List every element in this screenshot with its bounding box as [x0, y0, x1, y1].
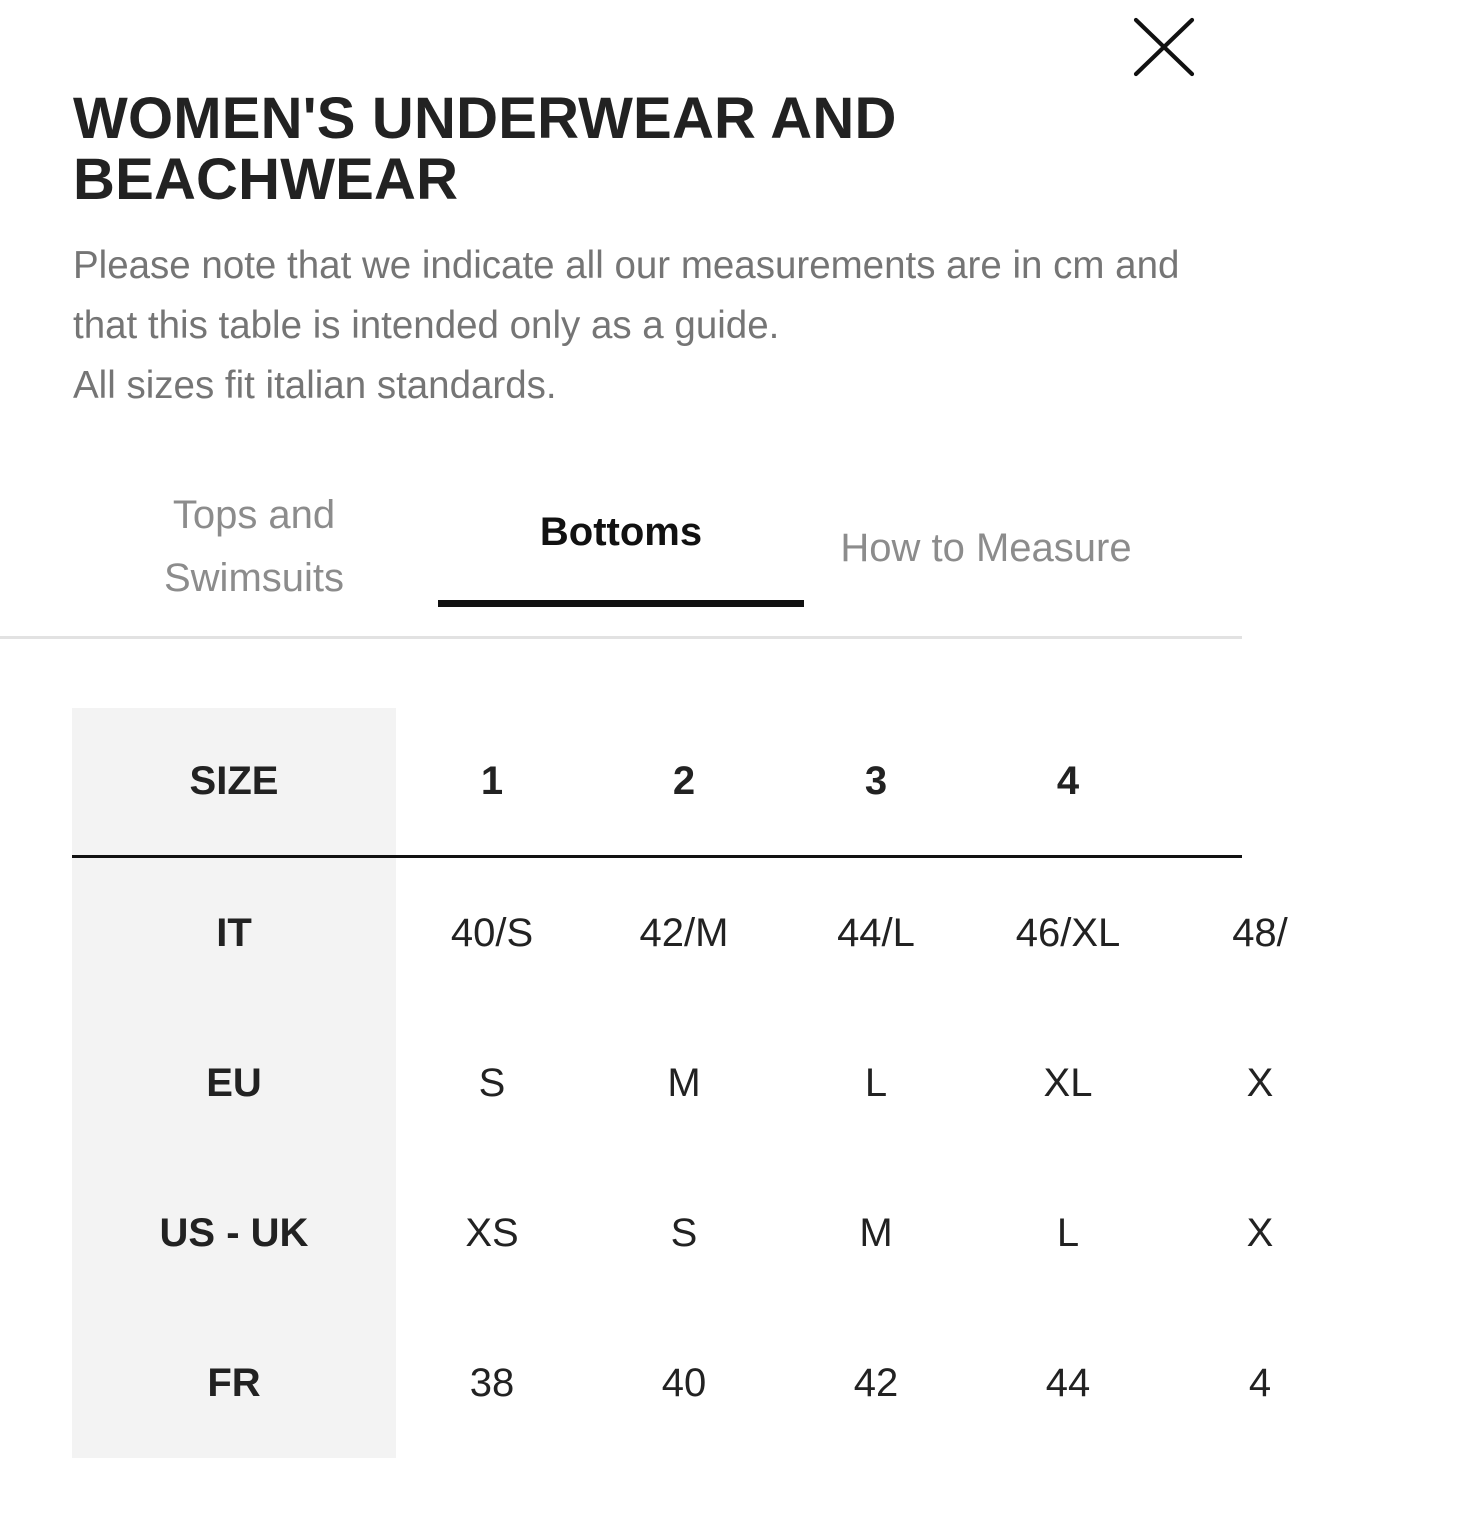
tab-tops-and-swimsuits[interactable] — [74, 484, 434, 610]
tab-how-to-measure[interactable] — [804, 480, 1168, 616]
note-italian-standards: All sizes fit italian standards. — [73, 364, 557, 407]
row-label: FR — [207, 1360, 261, 1405]
table-cell: M — [859, 1210, 893, 1255]
table-cell: 42/M — [639, 910, 729, 955]
table-cell: 44/L — [837, 910, 915, 955]
close-icon — [1130, 16, 1198, 82]
table-row — [72, 858, 1472, 1008]
table-cell: M — [667, 1060, 701, 1105]
size-table — [72, 708, 1288, 1458]
tab-bottoms[interactable] — [438, 470, 804, 606]
table-row — [72, 1008, 1472, 1158]
page-title: WOMEN'S UNDERWEAR AND BEACHWEAR — [73, 86, 897, 212]
header-label: SIZE — [189, 759, 279, 803]
table-cell: 40/S — [450, 910, 534, 955]
close-button[interactable] — [1130, 16, 1198, 82]
table-cell: S — [670, 1210, 698, 1255]
header-cell: 1 — [480, 759, 504, 803]
table-cell: L — [864, 1060, 888, 1105]
table-cell: 46/XL — [1015, 910, 1121, 955]
header-cell: 2 — [672, 759, 696, 803]
table-cell: 38 — [469, 1360, 515, 1405]
header-cell: 3 — [864, 759, 888, 803]
table-cell: L — [1056, 1210, 1080, 1255]
row-label: EU — [206, 1060, 262, 1105]
table-cell: 48/ — [1232, 910, 1288, 955]
table-cell: 44 — [1045, 1360, 1091, 1405]
table-cell: X — [1246, 1060, 1274, 1105]
table-row — [72, 1158, 1472, 1308]
table-cell: S — [478, 1060, 506, 1105]
active-tab-indicator — [438, 600, 804, 607]
table-cell: XL — [1043, 1060, 1093, 1105]
tab-label: Bottoms — [539, 509, 703, 554]
table-cell: 4 — [1248, 1360, 1272, 1405]
size-guide-note — [73, 236, 1183, 416]
tab-label: How to Measure — [840, 525, 1132, 570]
tab-label: Tops and Swimsuits — [163, 493, 345, 600]
table-row — [72, 1308, 1472, 1458]
row-label: US - UK — [159, 1210, 309, 1255]
table-cell: 42 — [853, 1360, 899, 1405]
table-cell: X — [1246, 1210, 1274, 1255]
size-guide-tabs — [0, 470, 1242, 639]
table-cell: 40 — [661, 1360, 707, 1405]
note-measurements: Please note that we indicate all our measurements are in cm and that this table is intended only as a guide. — [73, 244, 1180, 347]
row-label: IT — [216, 910, 252, 955]
header-cell: 4 — [1056, 759, 1080, 803]
table-header-row — [72, 708, 1472, 855]
table-cell: XS — [465, 1210, 519, 1255]
